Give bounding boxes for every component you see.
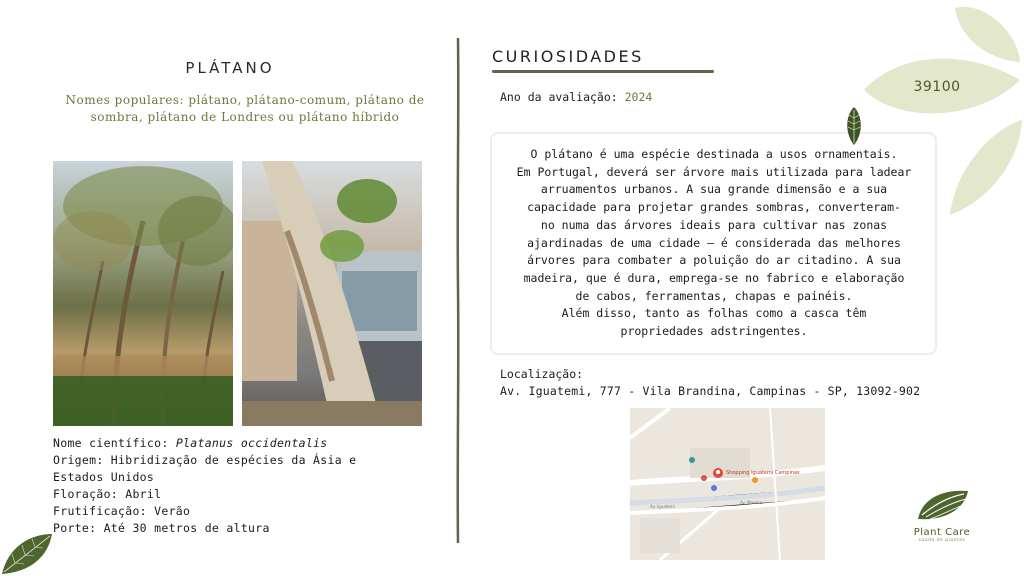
small-leaf-icon [843, 106, 865, 146]
corner-leaf-icon [0, 532, 55, 576]
title-underline [492, 70, 714, 73]
curiosities-title: CURIOSIDADES [492, 47, 644, 66]
brand-logo [902, 487, 982, 543]
size: Porte: Até 30 metros de altura [53, 521, 270, 535]
text-line: Além disso, tanto as folhas como a casca têm [561, 306, 867, 321]
text-line: propriedades adstringentes. [620, 324, 808, 339]
evaluation-value: 2024 [624, 90, 653, 104]
origin-line-1: Origem: Hibridização de espécies da Ásia e [53, 453, 357, 467]
decorative-leaves [860, 0, 1024, 230]
location-map[interactable] [630, 408, 825, 560]
fruiting: Frutificação: Verão [53, 504, 191, 518]
text-line: arruamentos urbanos. A sua grande dimensão e a sua [540, 182, 888, 197]
plant-info [53, 435, 383, 537]
text-line: capacidade para projetar grandes sombras, converteram- [527, 200, 901, 215]
scientific-label: Nome científico: [53, 436, 176, 450]
map-label-street: Av. Iguatemi [650, 504, 675, 509]
tree-photo-garden [53, 161, 233, 426]
flowering: Floração: Abril [53, 487, 162, 501]
plant-code: 39100 [913, 79, 961, 95]
text-line: madeira, que é dura, emprega-se no fabrico e elaboração [523, 270, 905, 285]
plant-title: PLÁTANO [185, 59, 275, 77]
text-line: de cabos, ferramentas, chapas e painéis. [575, 288, 853, 303]
evaluation-label: Ano da avaliação: [500, 90, 625, 104]
scientific-name-row [53, 435, 383, 452]
logo-leaf-icon [912, 487, 972, 521]
vertical-divider [456, 38, 460, 543]
map-label-street-2: Av. Moreira [740, 500, 763, 505]
scientific-name: Platanus occidentalis [175, 436, 328, 450]
text-line: no numa das árvores ideais para cultivar nas zonas [540, 217, 888, 232]
evaluation-year [500, 90, 652, 104]
origin-line-2: Estados Unidos [53, 470, 155, 484]
location-address: Av. Iguatemi, 777 - Vila Brandina, Campinas - SP, 13092-902 [500, 384, 921, 398]
text-line: ajardinadas de uma cidade – é considerada das melhores [527, 235, 901, 250]
location-label: Localização: [500, 367, 584, 381]
text-line: árvores para combater a poluição do ar citadino. A sua [527, 253, 901, 268]
text-line: O plátano é uma espécie destinada a usos ornamentais. [530, 147, 898, 161]
brand-name: Plant Care [913, 527, 971, 538]
text-line: Em Portugal, deverá ser árvore mais utilizada para ladear [516, 164, 912, 179]
tree-photo-trunk [242, 161, 422, 426]
map-label-shopping: Shopping Iguatemi Campinas [726, 470, 800, 476]
brand-tagline: saúde de plantas [918, 538, 966, 543]
popular-names: Nomes populares: plátano, plátano-comum, plátano de sombra, plátano de Londres ou plátano híbrido [65, 93, 425, 124]
